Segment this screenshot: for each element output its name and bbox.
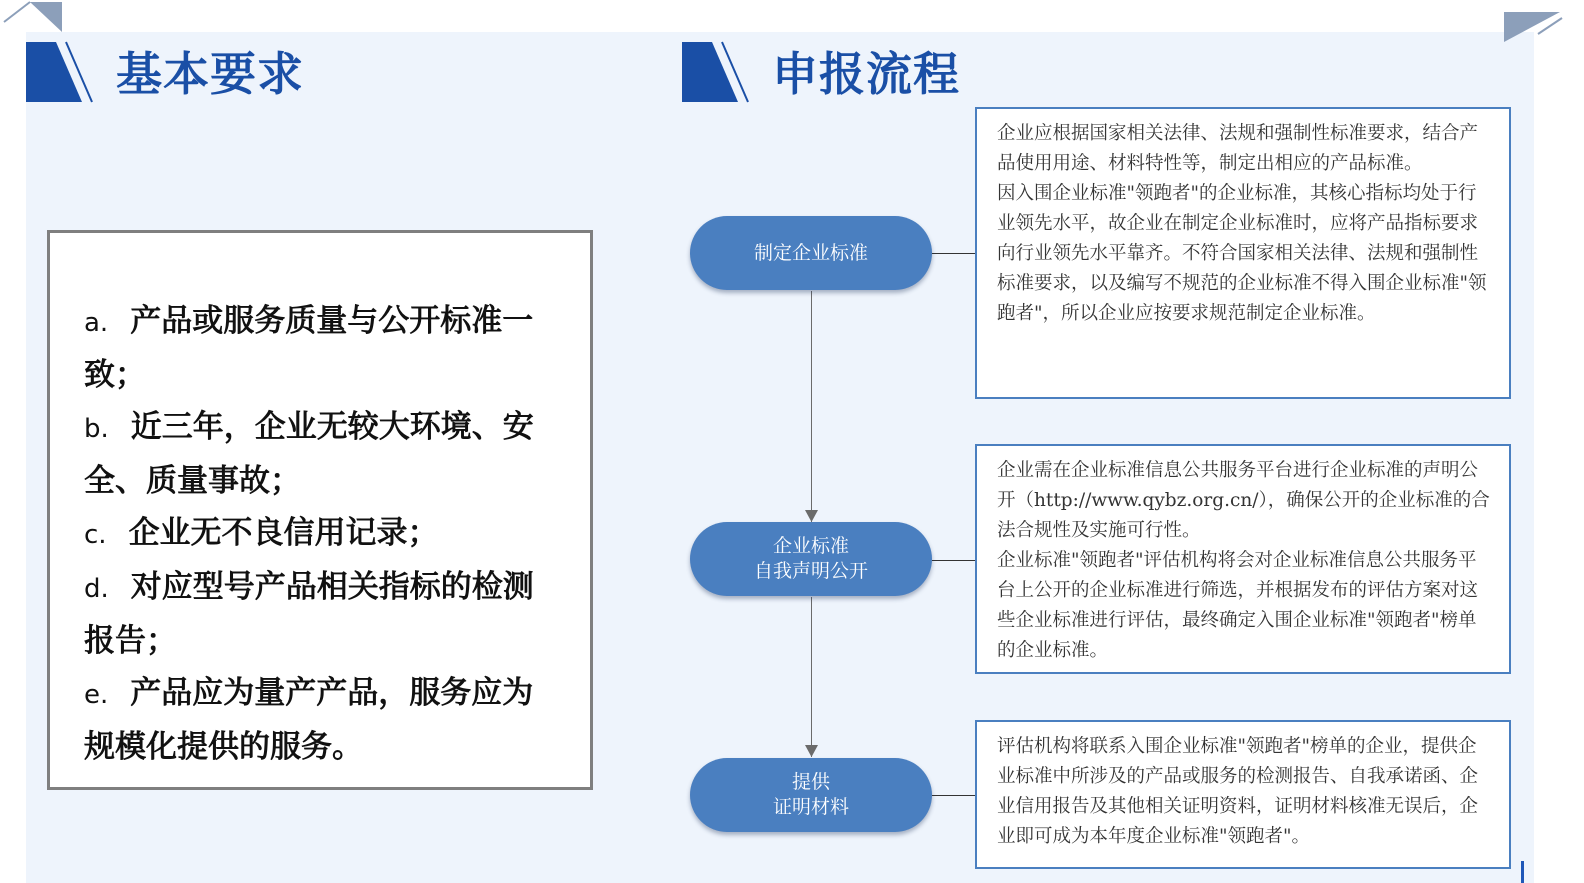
requirement-item bbox=[84, 667, 562, 773]
process-step-1-description bbox=[975, 107, 1511, 399]
heading-marker-icon bbox=[26, 38, 94, 104]
process-step-2-node bbox=[690, 522, 932, 596]
requirement-item bbox=[84, 401, 562, 507]
requirement-marker: c. bbox=[84, 520, 107, 550]
section-title-process: 申报流程 bbox=[772, 47, 960, 101]
requirement-marker: a. bbox=[84, 308, 109, 338]
corner-decoration-top-right bbox=[1502, 10, 1568, 46]
description-paragraph: 企业应根据国家相关法律、法规和强制性标准要求，结合产品使用用途、材料特性等，制定出相应的产品标准。 bbox=[997, 123, 1479, 174]
requirement-marker: d. bbox=[84, 574, 109, 604]
arrow-down-icon bbox=[805, 745, 818, 757]
section-heading-requirements bbox=[26, 38, 304, 104]
process-step-label: 提供 bbox=[791, 771, 830, 793]
requirement-item bbox=[84, 295, 562, 401]
description-paragraph: 企业标准"领跑者"评估机构将会对企业标准信息公共服务平台上公开的企业标准进行筛选，并根据发布的评估方案对这些企业标准进行评估，最终确定入围企业标准"领跑者"榜单的企业标准。 bbox=[997, 550, 1479, 661]
requirement-text: 近三年，企业无较大环境、安全、质量事故； bbox=[84, 409, 534, 499]
corner-decoration-top-left bbox=[0, 0, 66, 36]
description-paragraph: 评估机构将联系入围企业标准"领跑者"榜单的企业，提供企业标准中所涉及的产品或服务的检测报告、自我承诺函、企业信用报告及其他相关证明资料，证明材料核准无误后，企业即可成为本年度企业标准"领跑者"。 bbox=[997, 736, 1479, 847]
process-step-1-node bbox=[690, 216, 932, 290]
flow-connector-line bbox=[811, 291, 812, 522]
requirement-item bbox=[84, 561, 562, 667]
description-paragraph: 因入围企业标准"领跑者"的企业标准，其核心指标均处于行业领先水平，故企业在制定企业标准时，应将产品指标要求向行业领先水平靠齐。不符合国家相关法律、法规和强制性标准要求，以及编写不规范的企业标准不得入围企业标准"领跑者"，所以企业应按要求规范制定企业标准。 bbox=[997, 183, 1487, 324]
requirement-marker: e. bbox=[84, 680, 109, 710]
section-heading-process bbox=[682, 38, 960, 104]
requirement-text: 产品应为量产产品，服务应为规模化提供的服务。 bbox=[84, 675, 534, 765]
requirement-text: 产品或服务质量与公开标准一致； bbox=[84, 303, 534, 393]
step-description-connector bbox=[932, 560, 975, 561]
flow-connector-line bbox=[811, 597, 812, 757]
step-description-connector bbox=[932, 795, 975, 796]
requirement-item bbox=[84, 507, 562, 561]
process-step-label: 自我声明公开 bbox=[753, 560, 868, 582]
process-step-label: 制定企业标准 bbox=[753, 241, 868, 264]
step-description-connector bbox=[932, 253, 975, 254]
requirement-text: 企业无不良信用记录； bbox=[128, 515, 439, 551]
process-step-2-description bbox=[975, 444, 1511, 674]
process-step-label: 证明材料 bbox=[772, 796, 849, 818]
requirement-text: 对应型号产品相关指标的检测报告； bbox=[84, 569, 534, 659]
process-step-3-node bbox=[690, 758, 932, 832]
description-paragraph: 企业需在企业标准信息公共服务平台进行企业标准的声明公开（http://www.qybz.org.cn/），确保公开的企业标准的合法合规性及实施可行性。 bbox=[997, 460, 1490, 541]
heading-marker-icon bbox=[682, 38, 750, 104]
requirement-marker: b. bbox=[84, 414, 109, 444]
process-step-label: 企业标准 bbox=[772, 535, 849, 557]
requirements-box bbox=[47, 230, 593, 790]
arrow-down-icon bbox=[805, 510, 818, 522]
section-title-requirements: 基本要求 bbox=[116, 47, 304, 101]
process-step-3-description bbox=[975, 720, 1511, 869]
